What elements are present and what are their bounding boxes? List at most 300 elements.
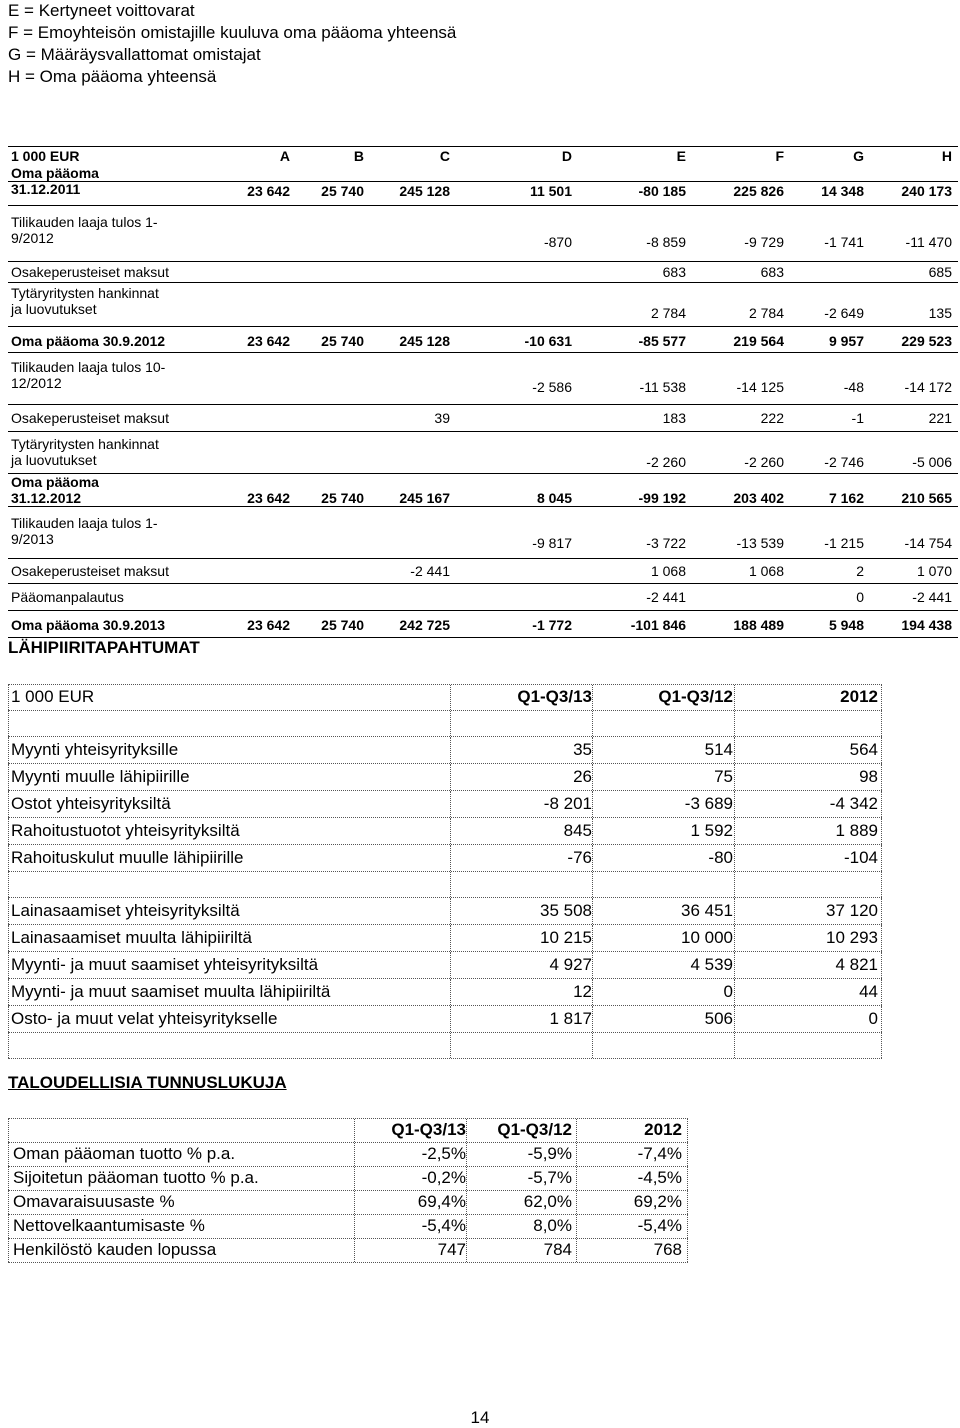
column-divider [734,791,735,817]
equity-cell: -5 006 [912,454,952,470]
equity-cell: -9 817 [532,535,572,551]
key-cell: 62,0% [523,1192,572,1211]
related-cell: 514 [704,740,733,759]
column-divider [734,737,735,763]
equity-cell: -11 470 [905,234,952,250]
column-divider [687,1239,688,1262]
key-row-label: Oman pääoman tuotto % p.a. [13,1144,236,1163]
column-divider [8,1239,9,1262]
related-cell: 35 [573,740,592,759]
key-cell: -4,5% [637,1168,682,1187]
equity-row-label [11,264,169,280]
equity-row-label-line: Tilikauden laaja tulos 1- [11,515,158,531]
column-divider [466,1119,467,1142]
column-divider [734,925,735,951]
column-divider [466,1215,467,1238]
column-divider [592,952,593,978]
related-row-label: Myynti yhteisyrityksille [11,740,179,759]
key-row-label: Henkilöstö kauden lopussa [13,1240,217,1259]
related-row-label: Osto- ja muut velat yhteisyritykselle [11,1009,278,1028]
column-divider [466,1143,467,1166]
equity-col-header: E [676,148,686,164]
related-cell: 26 [573,767,592,786]
related-col-header: Q1-Q3/13 [517,687,592,706]
key-cell: -5,4% [421,1216,466,1235]
equity-row-label-line: 31.12.2011 [11,181,81,197]
equity-row [8,611,958,638]
column-divider [881,898,882,924]
column-divider [576,1119,577,1142]
column-divider [576,1143,577,1166]
equity-cell: 14 348 [821,183,864,199]
key-cell: -0,2% [421,1168,466,1187]
key-figures-heading: TALOUDELLISIA TUNNUSLUKUJA [8,1073,287,1092]
legend-e: E = Kertyneet voittovarat [8,1,195,20]
equity-cell: 242 725 [399,617,450,633]
equity-cell: -1 741 [824,234,864,250]
related-row [8,845,882,872]
related-row [8,818,882,845]
equity-cell: 222 [760,410,784,426]
column-divider [881,872,882,897]
column-divider [8,952,9,978]
column-divider [354,1239,355,1262]
column-divider [881,818,882,844]
related-row [8,898,882,925]
equity-cell: 194 438 [901,617,952,633]
column-divider [592,1006,593,1032]
equity-cell: -13 539 [736,535,784,551]
legend-h: H = Oma pääoma yhteensä [8,67,217,86]
column-divider [592,711,593,736]
column-divider [8,1143,9,1166]
column-divider [734,818,735,844]
column-divider [450,1006,451,1032]
related-cell: 0 [723,982,733,1001]
equity-row-label-line: Osakeperusteiset maksut [11,563,169,579]
column-divider [734,764,735,790]
equity-cell: 188 489 [733,617,784,633]
column-divider [450,952,451,978]
column-divider [450,898,451,924]
column-divider [450,925,451,951]
equity-cell: -2 441 [646,589,686,605]
column-divider [450,845,451,871]
equity-cell: -14 754 [904,535,952,551]
column-divider [354,1119,355,1142]
column-divider [450,1033,451,1058]
key-cell: 69,4% [417,1192,466,1211]
column-divider [881,979,882,1005]
equity-row-label-line: ja luovutukset [11,301,97,317]
column-divider [592,764,593,790]
column-divider [592,737,593,763]
related-row [8,952,882,979]
key-header-row [8,1118,688,1143]
equity-col-header: B [353,148,364,164]
column-divider [8,1191,9,1214]
column-divider [8,737,9,763]
column-divider [450,979,451,1005]
column-divider [881,791,882,817]
column-divider [592,818,593,844]
related-parties-table [8,684,882,1059]
column-divider [881,685,882,710]
key-cell: 768 [653,1240,682,1259]
equity-cell: 240 173 [901,183,952,199]
column-divider [881,737,882,763]
column-divider [734,1033,735,1058]
equity-cell: 245 167 [399,490,450,506]
related-cell: 506 [704,1009,733,1028]
equity-cell: 1 068 [748,563,784,579]
column-divider [8,764,9,790]
equity-row-label-line: 9/2012 [11,230,54,246]
column-divider [687,1191,688,1214]
equity-row [8,432,958,474]
equity-cell: -99 192 [638,490,686,506]
equity-col-header: F [775,148,784,164]
key-row [8,1143,688,1167]
equity-row [8,327,958,353]
key-row [8,1191,688,1215]
equity-row-label-line: Tytäryritysten hankinnat [11,436,159,452]
equity-cell: 0 [856,589,864,605]
column-divider [8,872,9,897]
equity-col-header: A [279,148,290,164]
equity-cell: 2 [856,563,864,579]
equity-cell: 245 128 [399,333,450,349]
column-divider [8,1167,9,1190]
key-cell: -7,4% [637,1144,682,1163]
related-cell: -3 689 [684,794,733,813]
equity-row-label [11,515,158,547]
related-col-header: 2012 [840,687,878,706]
column-divider [450,791,451,817]
equity-row [8,584,958,611]
equity-row-label-line: 12/2012 [11,375,62,391]
column-divider [881,925,882,951]
related-row-label: Rahoitustuotot yhteisyrityksiltä [11,821,240,840]
column-divider [734,952,735,978]
equity-cell: -2 441 [912,589,952,605]
related-header-row [8,684,882,711]
key-cell: 747 [437,1240,466,1259]
equity-cell: 683 [662,264,686,280]
key-row-label: Sijoitetun pääoman tuotto % p.a. [13,1168,259,1187]
equity-cell: -8 859 [646,234,686,250]
equity-cell: -9 729 [744,234,784,250]
key-cell: -5,7% [527,1168,572,1187]
related-cell: 4 927 [549,955,592,974]
key-col-header: Q1-Q3/12 [497,1120,572,1139]
equity-cell: 25 740 [321,617,364,633]
related-header-label: 1 000 EUR [11,687,95,706]
equity-row-label-line: Oma pääoma 30.9.2012 [11,333,166,349]
equity-cell: -1 215 [824,535,864,551]
equity-row-label [11,165,99,197]
column-divider [8,791,9,817]
related-row [8,1006,882,1033]
legend-g: G = Määräysvallattomat omistajat [8,45,261,64]
related-row [8,764,882,791]
equity-row-label-line: 31.12.2012 [11,490,82,506]
equity-cell: -10 631 [524,333,572,349]
equity-cell: -3 722 [646,535,686,551]
equity-row-label-line: ja luovutukset [11,452,97,468]
column-divider [8,1119,9,1142]
column-divider [592,845,593,871]
related-row [8,737,882,764]
column-divider [592,925,593,951]
equity-cell: -2 260 [744,454,784,470]
equity-row-label-line: Osakeperusteiset maksut [11,264,169,280]
related-cell: 10 293 [826,928,878,947]
key-row [8,1167,688,1191]
equity-row-label [11,436,159,468]
blank-row [8,1033,882,1059]
column-divider [450,764,451,790]
equity-row [8,507,958,559]
related-parties-heading: LÄHIPIIRITAPAHTUMAT [8,638,200,657]
key-cell: -5,9% [527,1144,572,1163]
equity-cell: -2 586 [532,379,572,395]
equity-cell: 25 740 [321,333,364,349]
column-divider [8,1006,9,1032]
related-row-label: Rahoituskulut muulle lähipiirille [11,848,244,867]
equity-row-label-line: Oma pääoma 30.9.2013 [11,617,166,633]
column-divider [8,898,9,924]
equity-row [8,206,958,262]
column-divider [592,685,593,710]
related-row-label: Lainasaamiset muulta lähipiiriltä [11,928,252,947]
column-divider [734,1006,735,1032]
key-row-label: Nettovelkaantumisaste % [13,1216,205,1235]
equity-cell: 23 642 [247,333,290,349]
equity-header-label: 1 000 EUR [11,148,80,164]
related-cell: -104 [843,848,878,867]
equity-cell: 2 784 [748,305,784,321]
related-row-label: Myynti- ja muut saamiset muulta lähipiiriltä [11,982,331,1001]
column-divider [734,711,735,736]
equity-cell: 8 045 [536,490,572,506]
column-divider [881,1033,882,1058]
equity-cell: 221 [928,410,952,426]
equity-header-row [8,146,958,182]
equity-cell: 245 128 [399,183,450,199]
equity-cell: -85 577 [638,333,686,349]
equity-row-label-line: Tytäryritysten hankinnat [11,285,159,301]
column-divider [466,1191,467,1214]
related-row-label: Myynti- ja muut saamiset yhteisyrityksiltä [11,955,319,974]
equity-row [8,353,958,405]
equity-cell: 210 565 [901,490,952,506]
equity-cell: -1 [851,410,864,426]
related-cell: -80 [708,848,733,867]
equity-cell: 23 642 [247,183,290,199]
column-divider [8,818,9,844]
column-divider [576,1239,577,1262]
equity-row-label [11,563,169,579]
equity-row [8,559,958,584]
equity-row-label-line: Oma pääoma [11,474,99,490]
equity-cell: -48 [843,379,864,395]
column-divider [354,1167,355,1190]
equity-row-label-line: Tilikauden laaja tulos 10- [11,359,166,375]
column-divider [8,685,9,710]
related-row [8,979,882,1006]
column-divider [576,1167,577,1190]
equity-row-label-line: Osakeperusteiset maksut [11,410,169,426]
equity-cell: 183 [662,410,686,426]
equity-cell: 25 740 [321,490,364,506]
equity-cell: -2 441 [410,563,450,579]
equity-cell: 685 [928,264,952,280]
column-divider [592,898,593,924]
column-divider [881,764,882,790]
key-figures-table [8,1118,688,1263]
equity-row [8,405,958,432]
related-cell: 98 [859,767,878,786]
equity-cell: -2 746 [824,454,864,470]
equity-cell: 225 826 [733,183,784,199]
column-divider [687,1143,688,1166]
column-divider [466,1167,467,1190]
related-cell: -8 201 [543,794,592,813]
equity-cell: 23 642 [247,490,290,506]
equity-cell: 5 948 [828,617,864,633]
equity-cell: 7 162 [828,490,864,506]
column-divider [687,1167,688,1190]
equity-cell: 1 068 [650,563,686,579]
equity-row [8,262,958,283]
equity-cell: 39 [434,410,450,426]
equity-cell: -80 185 [638,183,686,199]
equity-col-header: H [941,148,952,164]
key-row [8,1215,688,1239]
equity-col-header: D [561,148,572,164]
related-cell: -4 342 [829,794,878,813]
related-row [8,925,882,952]
equity-table [8,146,958,638]
equity-row-label [11,333,165,349]
column-divider [8,1033,9,1058]
column-divider [450,737,451,763]
key-row [8,1239,688,1263]
column-divider [687,1215,688,1238]
equity-cell: 135 [928,305,952,321]
column-divider [734,685,735,710]
equity-row-label [11,285,159,317]
key-cell: 8,0% [533,1216,572,1235]
equity-row-label-line: Tilikauden laaja tulos 1- [11,214,158,230]
equity-cell: 9 957 [828,333,864,349]
column-divider [687,1119,688,1142]
equity-cell: 1 070 [916,563,952,579]
blank-row [8,711,882,737]
related-col-header: Q1-Q3/12 [658,687,733,706]
related-row-label: Myynti muulle lähipiirille [11,767,190,786]
column-divider [592,872,593,897]
legend-f: F = Emoyhteisön omistajille kuuluva oma pääoma yhteensä [8,23,457,42]
column-divider [450,872,451,897]
equity-cell: -11 538 [639,379,686,395]
equity-cell: 11 501 [529,183,572,199]
column-divider [450,818,451,844]
equity-row [8,283,958,327]
equity-cell: -2 260 [646,454,686,470]
equity-cell: 229 523 [901,333,952,349]
equity-cell: -14 125 [736,379,784,395]
column-divider [354,1143,355,1166]
related-cell: 75 [714,767,733,786]
equity-cell: -2 649 [824,305,864,321]
related-cell: 44 [859,982,878,1001]
key-cell: 69,2% [633,1192,682,1211]
column-divider [881,711,882,736]
page-number: 14 [470,1408,490,1427]
column-divider [576,1191,577,1214]
column-divider [466,1239,467,1262]
equity-cell: -870 [543,234,572,250]
related-cell: 4 821 [835,955,878,974]
legend [8,0,456,88]
equity-cell: 25 740 [321,183,364,199]
equity-cell: 219 564 [733,333,784,349]
column-divider [354,1191,355,1214]
equity-row-label [11,617,165,633]
related-cell: 37 120 [826,901,878,920]
equity-col-header: C [439,148,450,164]
related-row [8,791,882,818]
related-cell: 4 539 [690,955,733,974]
key-cell: 784 [543,1240,572,1259]
key-row-label: Omavaraisuusaste % [13,1192,175,1211]
blank-row [8,872,882,898]
related-cell: 564 [849,740,878,759]
key-col-header: Q1-Q3/13 [391,1120,466,1139]
column-divider [734,979,735,1005]
related-row-label: Lainasaamiset yhteisyrityksiltä [11,901,240,920]
related-cell: 1 817 [549,1009,592,1028]
column-divider [592,791,593,817]
column-divider [734,872,735,897]
key-col-header: 2012 [644,1120,682,1139]
column-divider [734,845,735,871]
equity-row-label [11,589,124,605]
equity-row-label [11,410,169,426]
related-cell: 10 000 [681,928,733,947]
column-divider [8,1215,9,1238]
equity-row-label-line: Pääomanpalautus [11,589,124,605]
column-divider [734,898,735,924]
column-divider [450,685,451,710]
equity-cell: 683 [760,264,784,280]
related-cell: 36 451 [681,901,733,920]
key-cell: -2,5% [421,1144,466,1163]
equity-row-label-line: 9/2013 [11,531,54,547]
column-divider [450,711,451,736]
related-cell: 845 [563,821,592,840]
key-cell: -5,4% [637,1216,682,1235]
equity-cell: 23 642 [247,617,290,633]
related-cell: -76 [567,848,592,867]
equity-cell: -101 846 [630,617,686,633]
column-divider [8,979,9,1005]
equity-row [8,474,958,507]
equity-row-label [11,214,158,246]
equity-cell: 203 402 [733,490,784,506]
